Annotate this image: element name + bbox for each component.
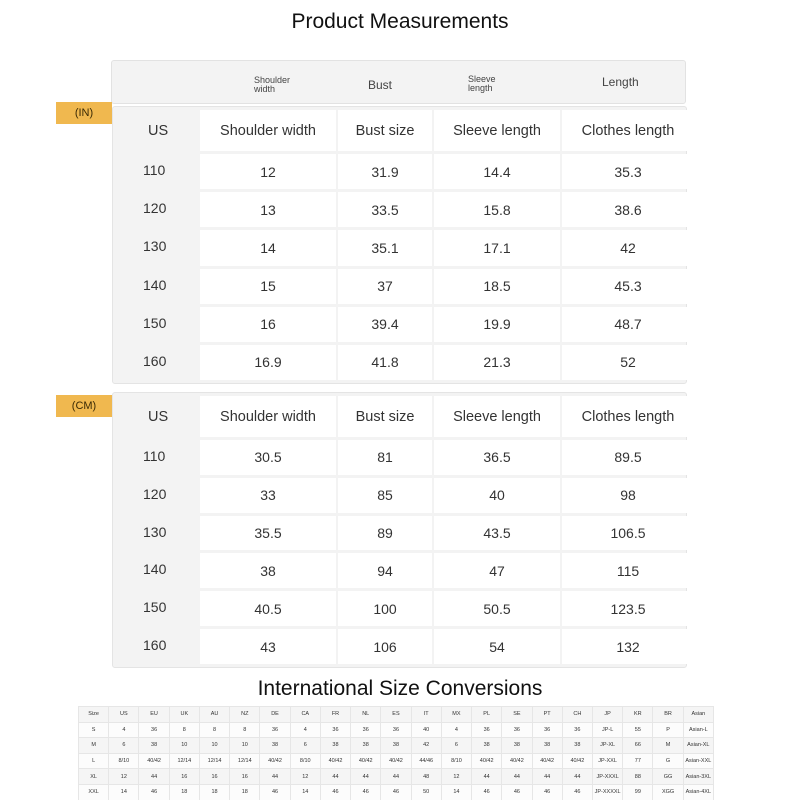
conversion-cell: 10 — [199, 738, 229, 754]
cell-length: 52 — [562, 345, 694, 380]
conversion-cell: 38 — [562, 738, 592, 754]
conversion-cell: 10 — [230, 738, 260, 754]
conversion-cell: 14 — [109, 784, 139, 800]
cell-shoulder: 43 — [200, 629, 336, 664]
conversion-header-cell: NL — [351, 707, 381, 723]
column-header-shoulder: Shoulder width — [200, 396, 336, 437]
conversion-header-cell: CA — [290, 707, 320, 723]
conversion-cell: 42 — [411, 738, 441, 754]
conversion-cell: 46 — [562, 784, 592, 800]
cell-bust: 41.8 — [338, 345, 432, 380]
conversion-cell: 46 — [351, 784, 381, 800]
cell-sleeve: 40 — [434, 478, 560, 513]
cell-bust: 94 — [338, 553, 432, 588]
conversion-cell: Asian-3XL — [683, 769, 713, 785]
conversion-cell: 8/10 — [441, 753, 471, 769]
conversion-cell: G — [653, 753, 683, 769]
conversion-header-cell: FR — [320, 707, 350, 723]
conversion-cell: 18 — [230, 784, 260, 800]
conversion-cell: 4 — [441, 722, 471, 738]
conversion-cell: 48 — [411, 769, 441, 785]
conversion-cell: 99 — [623, 784, 653, 800]
cell-shoulder: 16.9 — [200, 345, 336, 380]
conversion-cell: 4 — [290, 722, 320, 738]
conversion-cell: JP-L — [592, 722, 622, 738]
conversion-header-cell: UK — [169, 707, 199, 723]
conversion-cell: 44 — [562, 769, 592, 785]
cell-bust: 100 — [338, 591, 432, 626]
conversion-cell: JP-XXXL — [592, 769, 622, 785]
conversion-cell: 12/14 — [199, 753, 229, 769]
conversion-cell: 36 — [532, 722, 562, 738]
conversion-cell: 46 — [139, 784, 169, 800]
conversion-cell: 40/42 — [139, 753, 169, 769]
diagram-label-sleeve: Sleeve length — [468, 74, 496, 93]
cell-us: 150 — [143, 314, 167, 331]
conversion-cell: 55 — [623, 722, 653, 738]
conversion-cell: 44 — [381, 769, 411, 785]
cell-shoulder: 35.5 — [200, 516, 336, 551]
cell-bust: 85 — [338, 478, 432, 513]
conversion-header-cell: CH — [562, 707, 592, 723]
conversion-cell: 4 — [109, 722, 139, 738]
conversion-cell: 40/42 — [381, 753, 411, 769]
cell-length: 106.5 — [562, 516, 694, 551]
cell-bust: 81 — [338, 440, 432, 475]
conversion-cell: 12 — [290, 769, 320, 785]
conversion-row — [79, 722, 714, 738]
cell-sleeve: 43.5 — [434, 516, 560, 551]
conversion-cell: 40/42 — [351, 753, 381, 769]
unit-tag-cm: (CM) — [56, 395, 112, 417]
cell-length: 45.3 — [562, 269, 694, 304]
cell-length: 89.5 — [562, 440, 694, 475]
cell-bust: 31.9 — [338, 154, 432, 189]
conversion-cell: 40/42 — [472, 753, 502, 769]
conversion-cell: 38 — [351, 738, 381, 754]
conversion-header-cell: JP — [592, 707, 622, 723]
cell-bust: 33.5 — [338, 192, 432, 227]
cell-us: 120 — [143, 200, 167, 217]
conversion-cell: 38 — [260, 738, 290, 754]
conversion-cell: 16 — [230, 769, 260, 785]
column-header-shoulder: Shoulder width — [200, 110, 336, 151]
conversion-cell: 36 — [260, 722, 290, 738]
conversion-header-cell: PT — [532, 707, 562, 723]
column-header-bust: Bust size — [338, 396, 432, 437]
cell-sleeve: 47 — [434, 553, 560, 588]
conversion-cell: 40/42 — [502, 753, 532, 769]
conversion-cell: 40/42 — [320, 753, 350, 769]
conversion-cell: 66 — [623, 738, 653, 754]
column-header-us: US — [148, 408, 169, 425]
column-header-us: US — [148, 122, 169, 139]
conversion-cell: Asian-4XL — [683, 784, 713, 800]
conversion-cell: 6 — [109, 738, 139, 754]
conversion-row — [79, 769, 714, 785]
conversion-cell: 36 — [351, 722, 381, 738]
unit-tag-inch: (IN) — [56, 102, 112, 124]
conversion-header-cell: DE — [260, 707, 290, 723]
conversion-cell: 8/10 — [109, 753, 139, 769]
conversion-header-cell: EU — [139, 707, 169, 723]
cell-shoulder: 15 — [200, 269, 336, 304]
conversion-header-cell: NZ — [230, 707, 260, 723]
cell-us: 130 — [143, 523, 167, 540]
cell-length: 123.5 — [562, 591, 694, 626]
cell-sleeve: 19.9 — [434, 307, 560, 342]
conversion-cell: JP-XL — [592, 738, 622, 754]
cell-length: 38.6 — [562, 192, 694, 227]
conversion-title: International Size Conversions — [257, 677, 543, 700]
cell-shoulder: 30.5 — [200, 440, 336, 475]
conversion-cell: M — [653, 738, 683, 754]
conversion-cell: 44 — [139, 769, 169, 785]
cell-length: 132 — [562, 629, 694, 664]
conversion-cell: 36 — [472, 722, 502, 738]
conversion-cell: GG — [653, 769, 683, 785]
conversion-cell: 44/46 — [411, 753, 441, 769]
conversion-cell: 18 — [169, 784, 199, 800]
conversion-cell: 18 — [199, 784, 229, 800]
conversion-cell: 12 — [109, 769, 139, 785]
conversion-header-cell: IT — [411, 707, 441, 723]
cell-length: 42 — [562, 230, 694, 265]
cell-us: 120 — [143, 485, 167, 502]
diagram-label-length: Length — [602, 75, 639, 89]
conversion-cell: 44 — [532, 769, 562, 785]
conversion-cell: 44 — [502, 769, 532, 785]
cell-us: 140 — [143, 276, 167, 293]
conversion-header-cell: BR — [653, 707, 683, 723]
conversion-header-cell: Asian — [683, 707, 713, 723]
cell-us: 130 — [143, 238, 167, 255]
conversion-header-row — [79, 707, 714, 723]
diagram-label-bust: Bust — [368, 78, 393, 92]
cell-shoulder: 12 — [200, 154, 336, 189]
conversion-cell: 44 — [351, 769, 381, 785]
conversion-cell: 40/42 — [260, 753, 290, 769]
cell-sleeve: 14.4 — [434, 154, 560, 189]
conversion-cell: 8 — [230, 722, 260, 738]
conversion-cell: 44 — [260, 769, 290, 785]
conversion-cell: 38 — [139, 738, 169, 754]
cell-length: 35.3 — [562, 154, 694, 189]
conversion-cell: 88 — [623, 769, 653, 785]
conversion-cell: 8 — [199, 722, 229, 738]
cell-bust: 106 — [338, 629, 432, 664]
conversion-cell: M — [79, 738, 109, 754]
conversion-cell: 46 — [502, 784, 532, 800]
conversion-cell: Asian-XXL — [683, 753, 713, 769]
cell-us: 160 — [143, 637, 167, 654]
cell-shoulder: 38 — [200, 553, 336, 588]
conversion-cell: 12/14 — [230, 753, 260, 769]
conversion-cell: 46 — [472, 784, 502, 800]
cell-sleeve: 54 — [434, 629, 560, 664]
cell-us: 110 — [143, 162, 166, 178]
cell-bust: 37 — [338, 269, 432, 304]
conversion-cell: 12 — [441, 769, 471, 785]
conversion-row — [79, 738, 714, 754]
conversion-header-cell: MX — [441, 707, 471, 723]
conversion-cell: 16 — [199, 769, 229, 785]
cell-sleeve: 36.5 — [434, 440, 560, 475]
cell-us: 140 — [143, 561, 167, 578]
cell-sleeve: 18.5 — [434, 269, 560, 304]
cell-bust: 35.1 — [338, 230, 432, 265]
conversion-cell: 16 — [169, 769, 199, 785]
conversion-cell: 77 — [623, 753, 653, 769]
conversion-cell: 44 — [472, 769, 502, 785]
conversion-cell: 36 — [320, 722, 350, 738]
conversion-cell: XL — [79, 769, 109, 785]
conversion-cell: 38 — [381, 738, 411, 754]
conversion-cell: 10 — [169, 738, 199, 754]
cell-sleeve: 15.8 — [434, 192, 560, 227]
conversion-cell: P — [653, 722, 683, 738]
conversion-cell: 40/42 — [562, 753, 592, 769]
measurement-diagram — [111, 60, 686, 104]
conversion-cell: 38 — [320, 738, 350, 754]
conversion-cell: 36 — [502, 722, 532, 738]
column-header-bust: Bust size — [338, 110, 432, 151]
conversion-cell: 44 — [320, 769, 350, 785]
cell-us: 160 — [143, 352, 167, 369]
conversion-cell: 36 — [139, 722, 169, 738]
cell-shoulder: 13 — [200, 192, 336, 227]
conversion-cell: 46 — [320, 784, 350, 800]
conversion-cell: 36 — [381, 722, 411, 738]
column-header-length: Clothes length — [562, 396, 694, 437]
conversion-row — [79, 784, 714, 800]
size-table-cm — [112, 392, 687, 668]
conversion-cell: 40 — [411, 722, 441, 738]
conversion-header-cell: AU — [199, 707, 229, 723]
cell-length: 48.7 — [562, 307, 694, 342]
conversion-cell: XGG — [653, 784, 683, 800]
cell-shoulder: 40.5 — [200, 591, 336, 626]
conversion-cell: JP-XXL — [592, 753, 622, 769]
conversion-cell: 38 — [502, 738, 532, 754]
conversion-cell: 6 — [290, 738, 320, 754]
cell-shoulder: 14 — [200, 230, 336, 265]
cell-sleeve: 50.5 — [434, 591, 560, 626]
size-conversion-table — [78, 706, 714, 800]
conversion-header-cell: KR — [623, 707, 653, 723]
cell-shoulder: 16 — [200, 307, 336, 342]
conversion-cell: 40/42 — [532, 753, 562, 769]
conversion-cell: 46 — [381, 784, 411, 800]
conversion-cell: S — [79, 722, 109, 738]
conversion-cell: 8/10 — [290, 753, 320, 769]
conversion-cell: 8 — [169, 722, 199, 738]
cell-length: 115 — [562, 553, 694, 588]
conversion-header-cell: US — [109, 707, 139, 723]
conversion-cell: Asian-L — [683, 722, 713, 738]
conversion-cell: L — [79, 753, 109, 769]
conversion-header-cell: ES — [381, 707, 411, 723]
page-title: Product Measurements — [291, 10, 509, 33]
conversion-cell: 6 — [441, 738, 471, 754]
conversion-cell: 14 — [441, 784, 471, 800]
diagram-label-shoulder: Shoulder width — [254, 75, 291, 94]
conversion-cell: 12/14 — [169, 753, 199, 769]
cell-length: 98 — [562, 478, 694, 513]
conversion-header-cell: PL — [472, 707, 502, 723]
conversion-cell: JP-XXXXL — [592, 784, 622, 800]
column-header-sleeve: Sleeve length — [434, 396, 560, 437]
conversion-cell: 36 — [562, 722, 592, 738]
conversion-cell: XXL — [79, 784, 109, 800]
cell-us: 110 — [143, 448, 166, 464]
conversion-cell: 50 — [411, 784, 441, 800]
column-header-sleeve: Sleeve length — [434, 110, 560, 151]
conversion-cell: 46 — [260, 784, 290, 800]
conversion-header-cell: Size — [79, 707, 109, 723]
cell-sleeve: 21.3 — [434, 345, 560, 380]
cell-bust: 39.4 — [338, 307, 432, 342]
conversion-cell: 38 — [472, 738, 502, 754]
cell-sleeve: 17.1 — [434, 230, 560, 265]
conversion-cell: 46 — [532, 784, 562, 800]
conversion-cell: 14 — [290, 784, 320, 800]
conversion-cell: Asian-XL — [683, 738, 713, 754]
column-header-length: Clothes length — [562, 110, 694, 151]
conversion-header-cell: SE — [502, 707, 532, 723]
cell-shoulder: 33 — [200, 478, 336, 513]
cell-bust: 89 — [338, 516, 432, 551]
size-table-inch — [112, 106, 687, 384]
cell-us: 150 — [143, 599, 167, 616]
conversion-row — [79, 753, 714, 769]
conversion-cell: 38 — [532, 738, 562, 754]
